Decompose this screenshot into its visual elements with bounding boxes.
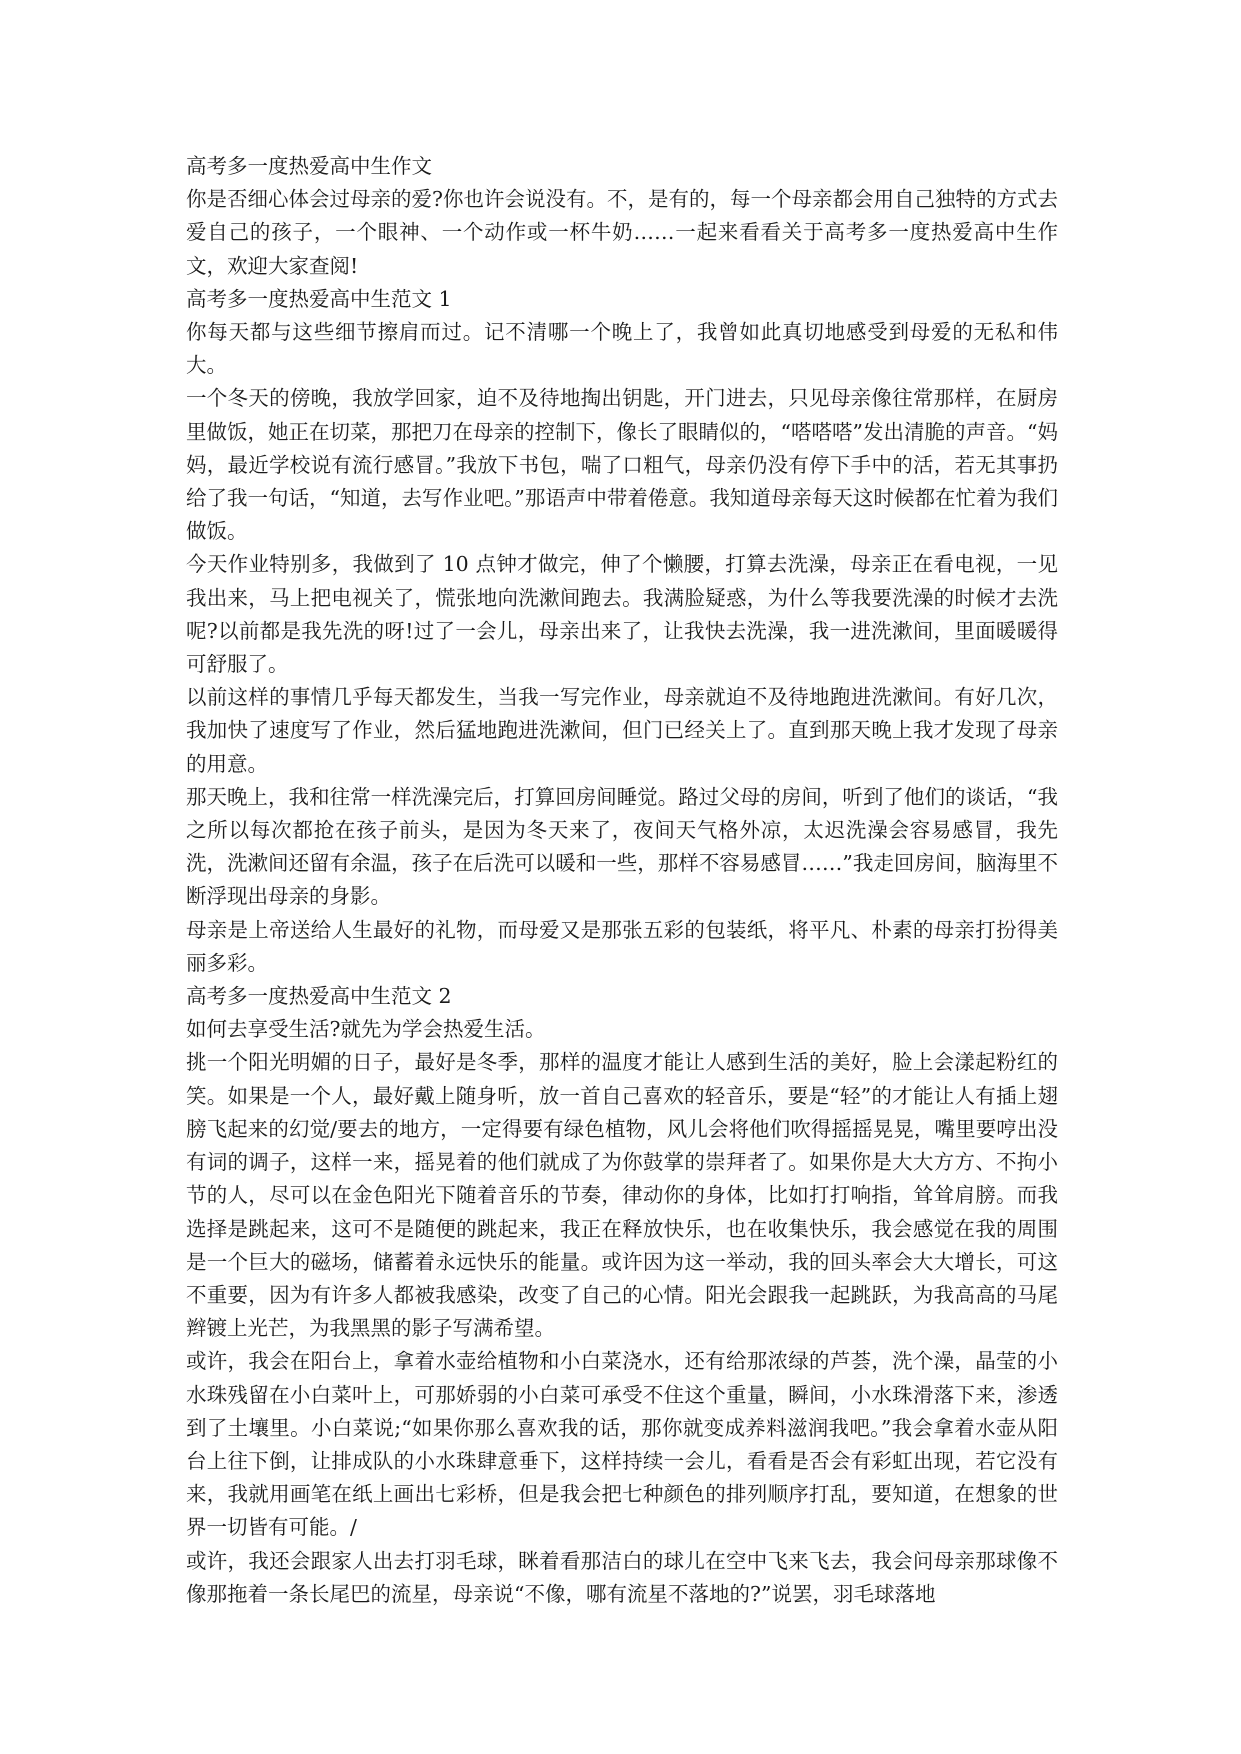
section-heading-2: 高考多一度热爱高中生范文 2 [186, 984, 452, 1009]
body-paragraph: 以前这样的事情几乎每天都发生，当我一写完作业，母亲就迫不及待地跑进洗漱间。有好几次，我加快了速度写了作业，然后猛地跑进洗漱间，但门已经关上了。直到那天晚上我才发现了母亲的用意。 [186, 685, 1058, 776]
body-paragraph: 如何去享受生活?就先为学会热爱生活。 [186, 1017, 546, 1042]
intro-paragraph: 你是否细心体会过母亲的爱?你也许会说没有。不，是有的，每一个母亲都会用自己独特的方式去爱自己的孩子，一个眼神、一个动作或一杯牛奶……一起来看看关于高考多一度热爱高中生作文，欢迎大家查阅! [186, 187, 1058, 278]
body-paragraph: 挑一个阳光明媚的日子，最好是冬季，那样的温度才能让人感到生活的美好，脸上会漾起粉红的笑。如果是一个人，最好戴上随身听，放一首自己喜欢的轻音乐，要是“轻”的才能让人有插上翅膀飞起来的幻觉/要去的地方，一定得要有绿色植物，风儿会将他们吹得摇摇晃晃，嘴里要哼出没有词的调子，这样一来，摇晃着的他们就成了为你鼓掌的崇拜者了。如果你是大大方方、不拘小节的人，尽可以在金色阳光下随着音乐的节奏，律动你的身体，比如打打响指，耸耸肩膀。而我选择是跳起来，这可不是随便的跳起来，我正在释放快乐，也在收集快乐，我会感觉在我的周围是一个巨大的磁场，储蓄着永远快乐的能量。或许因为这一举动，我的回头率会大大增长，可这不重要，因为有许多人都被我感染，改变了自己的心情。阳光会跟我一起跳跃，为我高高的马尾辫镀上光芒，为我黑黑的影子写满希望。 [186, 1050, 1058, 1341]
body-paragraph: 或许，我会在阳台上，拿着水壶给植物和小白菜浇水，还有给那浓绿的芦荟，洗个澡，晶莹的小水珠残留在小白菜叶上，可那娇弱的小白菜可承受不住这个重量，瞬间，小水珠滑落下来，渗透到了土壤里。小白菜说;“如果你那么喜欢我的话，那你就变成养料滋润我吧。”我会拿着水壶从阳台上往下倒，让排成队的小水珠肆意垂下，这样持续一会儿，看看是否会有彩虹出现，若它没有来，我就用画笔在纸上画出七彩桥，但是我会把七种颜色的排列顺序打乱，要知道，在想象的世界一切皆有可能。/ [186, 1349, 1058, 1540]
body-paragraph: 一个冬天的傍晚，我放学回家，迫不及待地掏出钥匙，开门进去，只见母亲像往常那样，在厨房里做饭，她正在切菜，那把刀在母亲的控制下，像长了眼睛似的，“嗒嗒嗒”发出清脆的声音。“妈妈，最近学校说有流行感冒。”我放下书包，喘了口粗气，母亲仍没有停下手中的活，若无其事扔给了我一句话，“知道，去写作业吧。”那语声中带着倦意。我知道母亲每天这时候都在忙着为我们做饭。 [186, 386, 1058, 544]
body-paragraph: 母亲是上帝送给人生最好的礼物，而母爱又是那张五彩的包装纸，将平凡、朴素的母亲打扮得美丽多彩。 [186, 917, 1058, 975]
body-paragraph: 那天晚上，我和往常一样洗澡完后，打算回房间睡觉。路过父母的房间，听到了他们的谈话，“我之所以每次都抢在孩子前头，是因为冬天来了，夜间天气格外凉，太迟洗澡会容易感冒，我先洗，洗漱间还留有余温，孩子在后洗可以暖和一些，那样不容易感冒……”我走回房间，脑海里不断浮现出母亲的身影。 [186, 784, 1058, 909]
section-heading-1: 高考多一度热爱高中生范文 1 [186, 286, 452, 311]
body-paragraph: 今天作业特别多，我做到了 10 点钟才做完，伸了个懒腰，打算去洗澡，母亲正在看电视，一见我出来，马上把电视关了，慌张地向洗漱间跑去。我满脸疑惑，为什么等我要洗澡的时候才去洗呢?以前都是我先洗的呀!过了一会儿，母亲出来了，让我快去洗澡，我一进洗漱间，里面暖暖得可舒服了。 [186, 552, 1058, 677]
body-paragraph: 你每天都与这些细节擦肩而过。记不清哪一个晚上了，我曾如此真切地感受到母爱的无私和伟大。 [186, 320, 1058, 378]
document-page [186, 150, 1058, 1611]
body-paragraph: 或许，我还会跟家人出去打羽毛球，眯着看那洁白的球儿在空中飞来飞去，我会问母亲那球像不像那拖着一条长尾巴的流星，母亲说“不像，哪有流星不落地的?”说罢，羽毛球落地 [186, 1548, 1058, 1606]
document-title: 高考多一度热爱高中生作文 [186, 154, 432, 178]
